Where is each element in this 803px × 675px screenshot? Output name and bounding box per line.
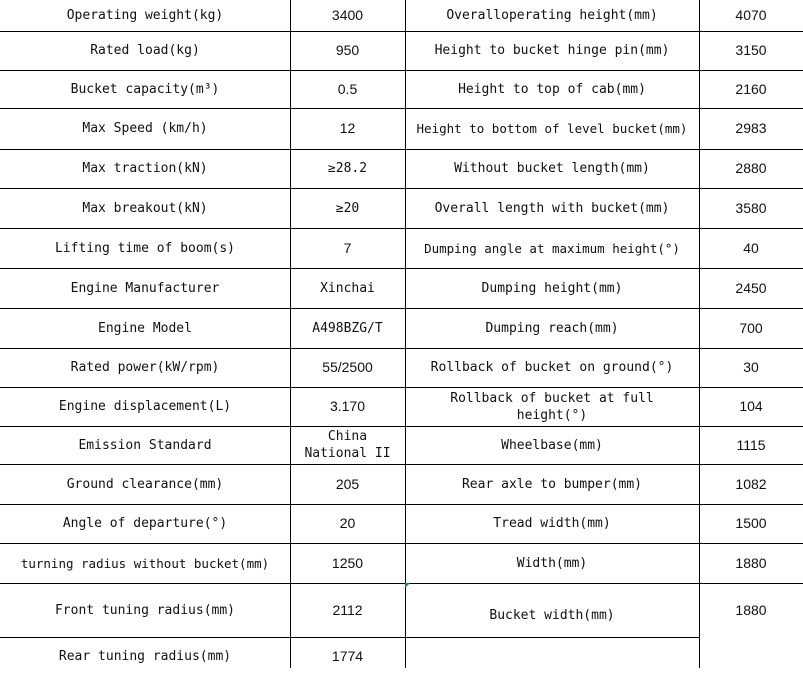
param-value: 1115 xyxy=(736,436,766,453)
param-label: Emission Standard xyxy=(78,437,212,453)
param-value: 3150 xyxy=(735,42,767,58)
param-value: A498BZG/T xyxy=(312,320,383,336)
param-value: 1500 xyxy=(735,515,767,531)
param-value: 1880 xyxy=(735,601,767,618)
param-value: 0.5 xyxy=(337,80,358,97)
param-value: 30 xyxy=(743,359,759,375)
param-label: Bucket capacity(m³) xyxy=(70,81,220,97)
param-label: Bucket width(mm) xyxy=(489,608,615,623)
param-value: Xinchai xyxy=(320,280,375,296)
param-value: 3.170 xyxy=(329,398,366,414)
param-value: 3400 xyxy=(331,7,364,23)
param-label: Engine Model xyxy=(98,320,192,336)
param-label: Engine Manufacturer xyxy=(70,280,220,296)
param-value: 3580 xyxy=(735,199,767,216)
param-label: Overalloperating height(mm) xyxy=(446,8,658,23)
param-label: Lifting time of boom(s) xyxy=(54,240,235,256)
param-label: Tread width(mm) xyxy=(493,516,611,531)
param-label: Rated load(kg) xyxy=(90,43,200,58)
param-label: Dumping reach(mm) xyxy=(485,320,619,336)
param-value: 1082 xyxy=(735,475,767,492)
param-label: Operating weight(kg) xyxy=(66,8,224,23)
param-value: 2112 xyxy=(332,601,363,618)
param-label: Max Speed (km/h) xyxy=(82,121,208,136)
param-label: Max traction(kN) xyxy=(82,161,208,176)
param-value: 1880 xyxy=(735,554,767,571)
param-value: 1774 xyxy=(331,647,364,664)
param-label: Height to bottom of level bucket(mm) xyxy=(416,121,688,136)
param-value: 55/2500 xyxy=(322,359,373,375)
param-label: Ground clearance(mm) xyxy=(66,476,224,492)
param-value: 2983 xyxy=(735,120,767,136)
param-value: 40 xyxy=(743,239,759,256)
param-label: Width(mm) xyxy=(516,555,588,571)
param-label: Without bucket length(mm) xyxy=(454,161,650,176)
param-label: Rollback of bucket at full height(°) xyxy=(450,390,654,423)
param-value: 20 xyxy=(339,515,356,531)
param-label: Dumping angle at maximum height(°) xyxy=(424,240,680,256)
cell-selection-marker xyxy=(405,583,410,588)
param-value: 12 xyxy=(339,120,356,136)
param-value xyxy=(699,637,803,668)
param-value: 700 xyxy=(739,319,763,336)
param-value: 1250 xyxy=(331,554,364,571)
param-value: 205 xyxy=(335,475,360,492)
param-label: Dumping height(mm) xyxy=(481,280,623,296)
param-label: Rear tuning radius(mm) xyxy=(58,648,232,664)
param-value: 7 xyxy=(343,239,352,256)
param-label: Height to bucket hinge pin(mm) xyxy=(434,43,670,58)
param-label: Rated power(kW/rpm) xyxy=(70,360,220,375)
param-label: Overall length with bucket(mm) xyxy=(434,200,670,216)
param-value: ≥20 xyxy=(335,200,360,216)
param-value: 2160 xyxy=(735,80,767,97)
param-label: Engine displacement(L) xyxy=(58,399,232,414)
param-label: Rear axle to bumper(mm) xyxy=(461,476,642,492)
param-value: China National II xyxy=(304,429,391,461)
param-value: 2880 xyxy=(735,160,767,176)
param-label: Front tuning radius(mm) xyxy=(54,602,235,618)
param-label xyxy=(405,637,699,668)
param-label: Height to top of cab(mm) xyxy=(458,81,646,97)
param-label: Angle of departure(°) xyxy=(62,516,228,531)
param-value: 950 xyxy=(335,42,360,58)
param-label: Wheelbase(mm) xyxy=(501,437,603,453)
param-value: 104 xyxy=(739,398,763,414)
param-value: ≥28.2 xyxy=(327,161,368,176)
param-value: 4070 xyxy=(735,7,767,23)
param-label: turning radius without bucket(mm) xyxy=(20,555,270,571)
param-value: 2450 xyxy=(735,279,767,296)
param-label: Max breakout(kN) xyxy=(82,200,208,216)
param-label: Rollback of bucket on ground(°) xyxy=(430,360,674,375)
